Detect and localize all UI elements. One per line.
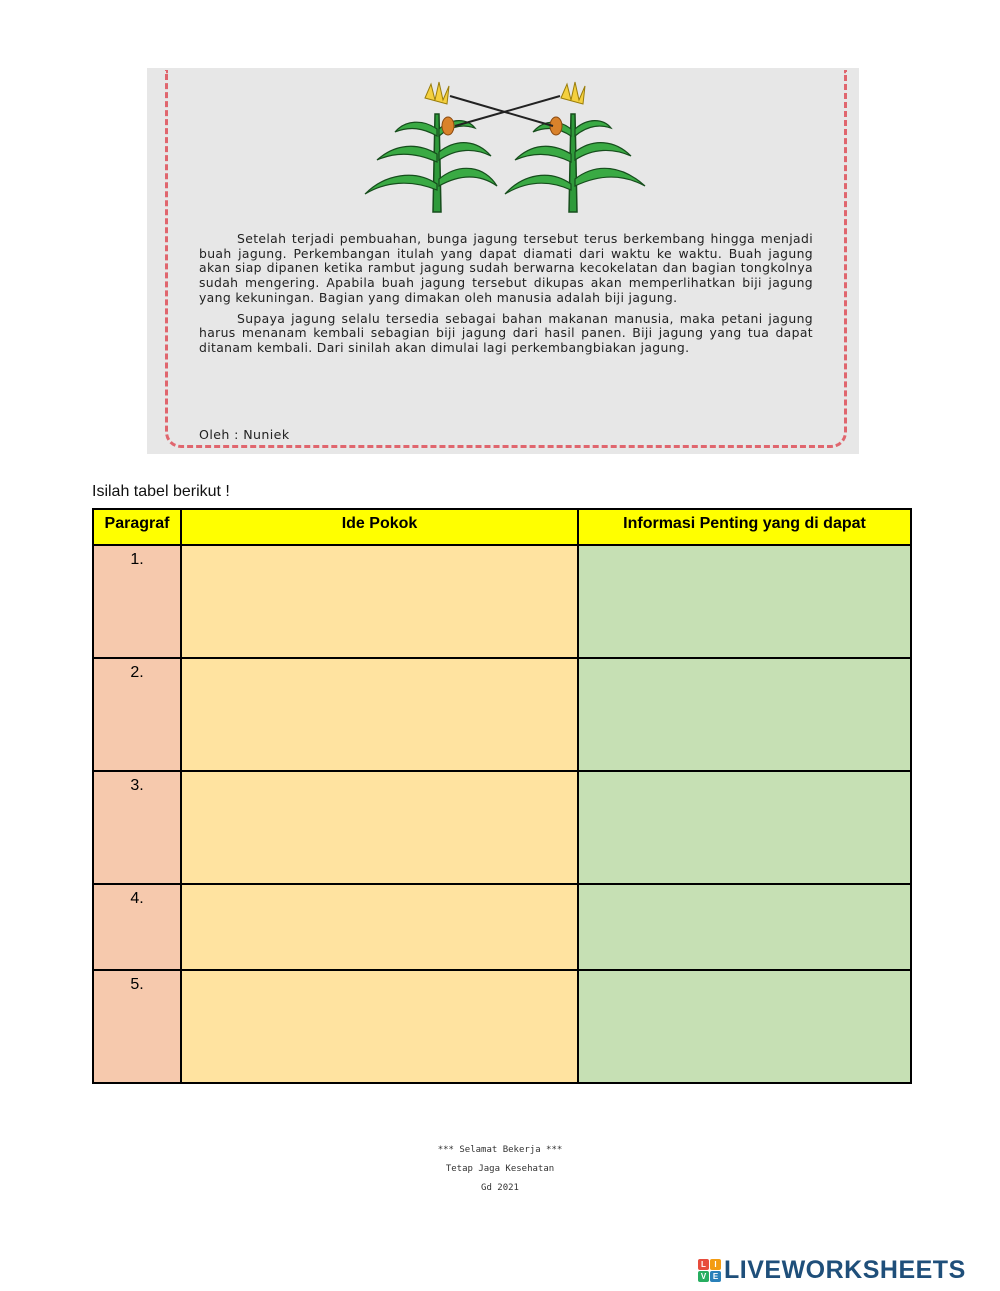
corn-plants-illustration — [355, 74, 655, 216]
header-ide-pokok: Ide Pokok — [181, 509, 578, 545]
table-header-row — [93, 509, 911, 545]
row-number: 3. — [93, 771, 181, 884]
row-number: 4. — [93, 884, 181, 970]
story-paragraph-2: Supaya jagung selalu tersedia sebagai bahan makanan manusia, maka petani jagung harus menanam kembali sebagian biji jagung dari hasil panen. Biji jagung yang tua dapat ditanam kembali. Dari sinilah akan dimulai lagi perkembangbiakan jagung. — [199, 310, 813, 355]
corn-plant-left-icon — [365, 82, 497, 212]
table-row — [93, 970, 911, 1083]
ide-pokok-answer-cell[interactable] — [181, 545, 578, 658]
ide-pokok-answer-cell[interactable] — [181, 970, 578, 1083]
footer-note — [0, 1141, 1000, 1198]
liveworksheets-brand[interactable] — [698, 1255, 966, 1285]
row-number: 2. — [93, 658, 181, 771]
ide-pokok-answer-cell[interactable] — [181, 884, 578, 970]
informasi-answer-cell[interactable] — [578, 658, 911, 771]
informasi-answer-cell[interactable] — [578, 545, 911, 658]
ide-pokok-answer-cell[interactable] — [181, 771, 578, 884]
informasi-answer-cell[interactable] — [578, 884, 911, 970]
row-number: 1. — [93, 545, 181, 658]
footer-line-1: *** Selamat Bekerja *** — [437, 1145, 563, 1155]
informasi-answer-cell[interactable] — [578, 771, 911, 884]
answer-table — [92, 508, 912, 1084]
table-row — [93, 545, 911, 658]
story-text — [199, 232, 813, 362]
ide-pokok-answer-cell[interactable] — [181, 658, 578, 771]
table-row — [93, 884, 911, 970]
story-paragraph-1: Setelah terjadi pembuahan, bunga jagung tersebut terus berkembang hingga menjadi buah jagung. Perkembangan itulah yang dapat diamati dari waktu ke waktu. Buah jagung akan siap dipanen ketika rambut jagung sudah berwarna kecokelatan dan bagian tongkolnya sudah mengering. Apabila buah jagung tersebut dikupas akan memperlihatkan biji jagung yang kekuningan. Bagian yang dimakan oleh manusia adalah biji jagung. — [199, 231, 813, 305]
story-author: Oleh : Nuniek — [199, 427, 290, 442]
footer-line-3: Gd 2021 — [481, 1183, 519, 1193]
header-paragraf: Paragraf — [93, 509, 181, 545]
informasi-answer-cell[interactable] — [578, 970, 911, 1083]
row-number: 5. — [93, 970, 181, 1083]
table-row — [93, 658, 911, 771]
header-informasi-penting: Informasi Penting yang di dapat — [578, 509, 911, 545]
brand-name: LIVEWORKSHEETS — [724, 1255, 966, 1284]
table-row — [93, 771, 911, 884]
liveworksheets-logo-icon: L I V E — [698, 1259, 721, 1282]
footer-line-2: Tetap Jaga Kesehatan — [445, 1164, 555, 1174]
instruction-text: Isilah tabel berikut ! — [92, 483, 230, 500]
corn-plant-right-icon — [505, 82, 645, 212]
